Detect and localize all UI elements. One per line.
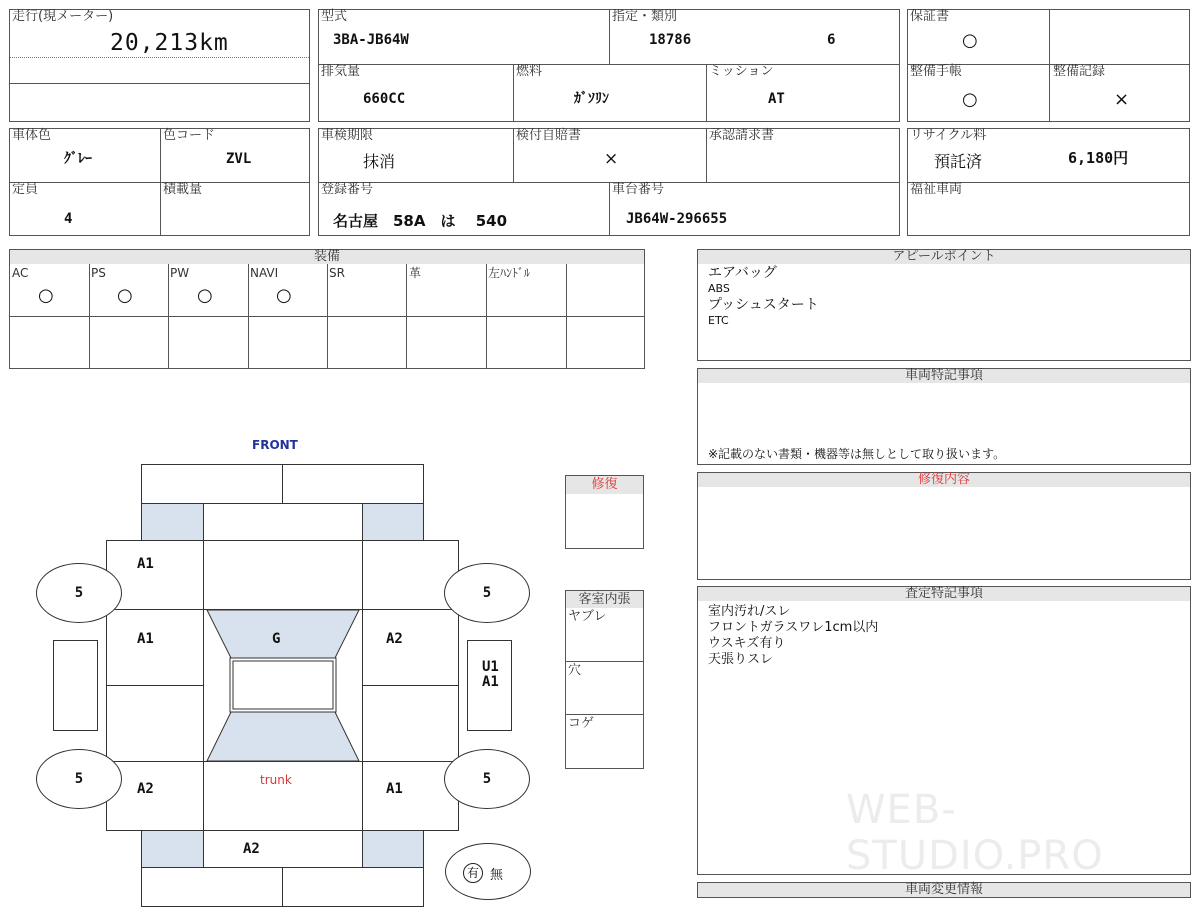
assessment-line-3: ウスキズ有り xyxy=(708,636,786,651)
hood xyxy=(203,503,363,541)
designation-label: 指定・類別 xyxy=(612,9,678,24)
tire-front-right: 5 xyxy=(444,563,530,623)
equip-label-navi: NAVI xyxy=(250,266,279,280)
interior-row-tear: ヤブレ xyxy=(568,609,607,624)
right-rear-door xyxy=(362,685,459,762)
spare-yes: 有 xyxy=(463,863,483,883)
equip-value-navi: ○ xyxy=(276,285,292,306)
mileage-dotted-line xyxy=(10,57,309,58)
mileage-divider xyxy=(10,83,309,84)
rear-left-corner xyxy=(141,830,204,868)
equip-value-ps: ○ xyxy=(117,285,133,306)
assessment-line-2: フロントガラスワレ1cm以内 xyxy=(708,620,879,635)
maintenance-record-value: × xyxy=(1114,89,1130,110)
appeal-line-3: プッシュスタート xyxy=(708,297,819,313)
appeal-box xyxy=(697,264,1191,361)
roof xyxy=(230,658,336,712)
transmission-label: ミッション xyxy=(709,64,774,79)
front-label: FRONT xyxy=(252,438,298,452)
equip-value-pw: ○ xyxy=(197,285,213,306)
assessment-header: 査定特記事項 xyxy=(697,586,1191,602)
displacement-value: 660CC xyxy=(363,91,406,107)
appeal-line-4: ETC xyxy=(708,314,729,327)
front-bumper-left xyxy=(141,464,283,504)
spare-indicator xyxy=(445,843,531,900)
color-code-label: 色コード xyxy=(163,128,216,143)
warranty-value: ○ xyxy=(962,30,978,51)
model-label: 型式 xyxy=(321,9,348,24)
interior-box xyxy=(565,608,644,769)
interior-row-hole: 穴 xyxy=(568,663,582,678)
equipment-header: 装備 xyxy=(9,249,645,265)
rear-bumper-right xyxy=(282,867,424,907)
mileage-box xyxy=(9,9,310,122)
rear-glass xyxy=(207,712,359,761)
code-rear-right: A1 xyxy=(386,781,403,797)
repair-header: 修復 xyxy=(565,475,644,495)
right-front-door xyxy=(362,609,459,686)
documents-box xyxy=(907,9,1190,122)
chassis-label: 車台番号 xyxy=(612,182,665,197)
equip-label-left-handle: 左ﾊﾝﾄﾞﾙ xyxy=(488,266,531,280)
inspection-value: 抹消 xyxy=(363,152,396,171)
repair-details-header: 修復内容 xyxy=(697,472,1191,488)
tire-rear-right: 5 xyxy=(444,749,530,809)
registration-value: 名古屋 58A は 540 xyxy=(333,212,508,230)
front-left-corner xyxy=(141,503,204,541)
assessment-line-1: 室内汚れ/スレ xyxy=(708,604,791,619)
front-right-corner xyxy=(362,503,424,541)
tire-front-left: 5 xyxy=(36,563,122,623)
capacity-label: 定員 xyxy=(12,182,39,197)
designation-value-2: 6 xyxy=(827,32,836,48)
approval-request-label: 承認請求書 xyxy=(709,128,775,143)
assessment-box xyxy=(697,601,1191,879)
color-capacity-box xyxy=(9,128,310,236)
code-left-fender: A1 xyxy=(137,556,154,572)
maintenance-book-value: ○ xyxy=(962,89,978,110)
recycle-amount: 6,180円 xyxy=(1068,149,1129,167)
spec-box xyxy=(318,9,900,122)
code-right-step: U1 A1 xyxy=(482,659,499,690)
warranty-label: 保証書 xyxy=(910,9,950,24)
tire-rear-left: 5 xyxy=(36,749,122,809)
maintenance-book-label: 整備手帳 xyxy=(910,64,963,79)
interior-row-burn: コゲ xyxy=(568,716,595,731)
mileage-label: 走行(現メーター) xyxy=(12,9,114,24)
load-label: 積載量 xyxy=(163,182,203,197)
left-front-door xyxy=(106,609,204,686)
registration-box xyxy=(318,128,900,236)
rear-bumper-center xyxy=(203,830,363,868)
transmission-value: AT xyxy=(768,91,785,107)
fuel-value: ｶﾞｿﾘﾝ xyxy=(574,91,609,107)
change-info-header: 車両変更情報 xyxy=(697,882,1191,898)
special-notes-box xyxy=(697,383,1191,465)
interior-header: 客室内張 xyxy=(565,590,644,609)
appeal-header: アピールポイント xyxy=(697,249,1191,265)
appeal-line-2: ABS xyxy=(708,282,730,295)
equip-label-ac: AC xyxy=(12,266,29,280)
spare-no: 無 xyxy=(490,868,504,883)
recycle-box xyxy=(907,128,1190,236)
equip-label-sr: SR xyxy=(329,266,345,280)
special-notes-text: ※記載のない書類・機器等は無しとして取り扱います。 xyxy=(708,447,1006,461)
recycle-status: 預託済 xyxy=(934,152,983,171)
liability-insurance-value: × xyxy=(604,149,619,169)
code-right-front-door: A2 xyxy=(386,631,403,647)
displacement-label: 排気量 xyxy=(321,64,361,79)
chassis-value: JB64W-296655 xyxy=(626,211,728,227)
fuel-label: 燃料 xyxy=(516,64,543,79)
mileage-value: 20,213km xyxy=(110,30,229,56)
liability-insurance-label: 検付自賠書 xyxy=(516,128,582,143)
capacity-value: 4 xyxy=(64,211,73,227)
assessment-line-4: 天張りスレ xyxy=(708,652,774,667)
special-notes-header: 車両特記事項 xyxy=(697,368,1191,384)
watermark: WEB-STUDIO.PRO xyxy=(846,787,1104,879)
body-color-value: ｸﾞﾚｰ xyxy=(64,151,92,167)
trunk-label: trunk xyxy=(260,773,292,787)
repair-box xyxy=(565,494,644,549)
repair-details-box xyxy=(697,487,1191,580)
registration-label: 登録番号 xyxy=(321,182,374,197)
equip-value-ac: ○ xyxy=(38,285,54,306)
appeal-line-1: エアバッグ xyxy=(708,265,777,281)
code-rear-bumper: A2 xyxy=(243,841,260,857)
model-value: 3BA-JB64W xyxy=(333,32,409,48)
trunk-panel xyxy=(203,761,363,831)
cabin-top xyxy=(203,540,363,610)
code-roof: G xyxy=(272,631,281,647)
code-left-front-door: A1 xyxy=(137,631,154,647)
equip-label-leather: 革 xyxy=(409,266,422,280)
welfare-label: 福祉車両 xyxy=(910,182,963,197)
rear-bumper-left xyxy=(141,867,283,907)
code-rear-left: A2 xyxy=(137,781,154,797)
maintenance-record-label: 整備記録 xyxy=(1053,64,1106,79)
windshield xyxy=(207,610,359,658)
front-bumper-right xyxy=(282,464,424,504)
designation-value-1: 18786 xyxy=(649,32,692,48)
body-color-label: 車体色 xyxy=(12,128,52,143)
color-code-value: ZVL xyxy=(226,151,252,167)
left-rear-door xyxy=(106,685,204,762)
glass-roof-svg xyxy=(203,609,363,762)
recycle-label: リサイクル料 xyxy=(910,128,987,143)
rear-right-corner xyxy=(362,830,424,868)
inspection-label: 車検期限 xyxy=(321,128,374,143)
equipment-grid xyxy=(9,264,645,369)
equip-label-ps: PS xyxy=(91,266,106,280)
equip-label-pw: PW xyxy=(170,266,190,280)
left-step xyxy=(53,640,98,731)
